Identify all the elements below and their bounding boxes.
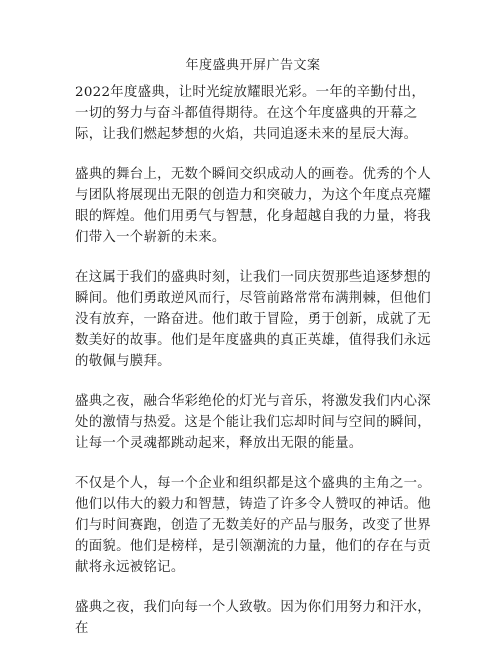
paragraph-1: 2022年度盛典，让时光绽放耀眼光彩。一年的辛勤付出，一切的努力与奋斗都值得期待。在这个年度盛典的开幕之际，让我们燃起梦想的火焰，共同追逐未来的星辰大海。 (75, 85, 426, 142)
document-title: 年度盛典开屏广告文案 (185, 58, 321, 73)
paragraph-3: 在这属于我们的盛典时刻，让我们一同庆贺那些追逐梦想的瞬间。他们勇敢逆风而行，尽管前路常常布满荆棘，但他们没有放弃，一路奋进。他们敢于冒险，勇于创新，成就了无数美好的故事。他们是年度盛典的真正英雄，值得我们永远的敬佩与膜拜。 (75, 270, 431, 369)
paragraph-4: 盛典之夜，融合华彩绝伦的灯光与音乐，将激发我们内心深处的激情与热爱。这是个能让我们忘却时间与空间的瞬间，让每一个灵魂都跳动起来，释放出无限的能量。 (75, 394, 431, 451)
paragraph-5: 不仅是个人，每一个企业和组织都是这个盛典的主角之一。他们以伟大的毅力和智慧，铸造了许多令人赞叹的神话。他们与时间赛跑，创造了无数美好的产品与服务，改变了世界的面貌。他们是榜样，是引领潮流的力量，他们的存在与贡献将永远被铭记。 (75, 476, 431, 575)
document-page (75, 56, 431, 658)
paragraph-2: 盛典的舞台上，无数个瞬间交织成动人的画卷。优秀的个人与团队将展现出无限的创造力和突破力，为这个年度点亮耀眼的辉煌。他们用勇气与智慧，化身超越自我的力量，将我们带入一个崭新的未来。 (75, 167, 431, 245)
paragraph-6: 盛典之夜，我们向每一个人致敬。因为你们用努力和汗水，在 (75, 600, 431, 636)
